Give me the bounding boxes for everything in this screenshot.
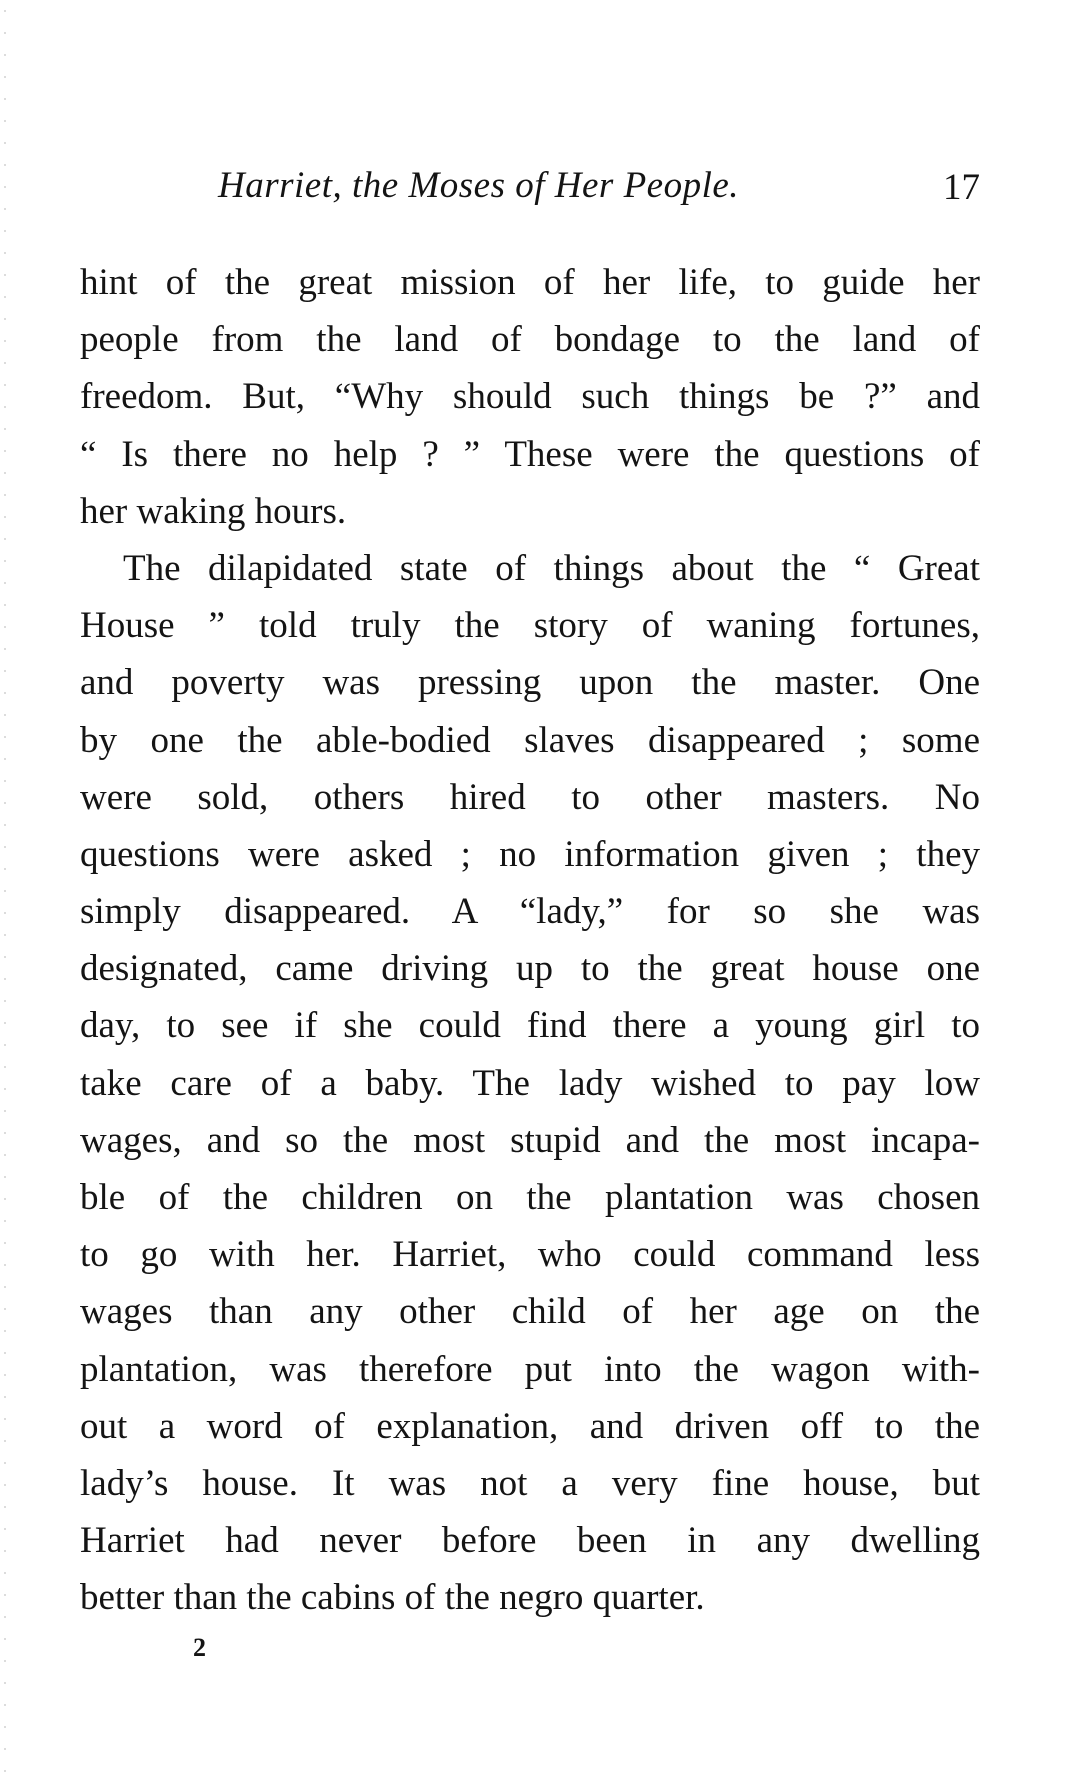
text-line: Harriet had never before been in any dwelling: [80, 1520, 980, 1562]
text-line: to go with her. Harriet, who could command less: [80, 1234, 980, 1276]
text-line: wages, and so the most stupid and the most incapa-: [80, 1119, 980, 1161]
signature-mark: 2: [193, 1633, 206, 1662]
text-line: day, to see if she could find there a young girl to: [80, 1005, 980, 1047]
text-line: out a word of explanation, and driven off to the: [80, 1405, 980, 1447]
text-line: House ” told truly the story of waning fortunes,: [80, 605, 980, 647]
text-line: and poverty was pressing upon the master. One: [80, 662, 980, 704]
text-line: questions were asked ; no information given ; they: [80, 833, 980, 875]
text-line: were sold, others hired to other masters. No: [80, 776, 980, 818]
text-line: designated, came driving up to the great house one: [80, 948, 980, 990]
text-line: her waking hours.: [80, 490, 347, 532]
running-title: Harriet, the Moses of Her People.: [218, 165, 740, 206]
text-line: lady’s house. It was not a very fine house, but: [80, 1462, 980, 1504]
text-line: simply disappeared. A “lady,” for so she was: [80, 891, 980, 933]
text-line: freedom. But, “Why should such things be ?” and: [80, 376, 980, 418]
text-line: take care of a baby. The lady wished to pay low: [80, 1062, 980, 1104]
text-line: wages than any other child of her age on the: [80, 1291, 980, 1333]
paragraph-first-line: The dilapidated state of things about the “ Great: [123, 547, 980, 589]
text-line: by one the able-bodied slaves disappeared ; some: [80, 719, 980, 761]
text-line: people from the land of bondage to the land of: [80, 319, 980, 361]
body-text: [80, 254, 980, 1627]
text-line: ble of the children on the plantation was chosen: [80, 1177, 980, 1218]
binding-edge: [2, 0, 8, 1776]
text-line: better than the cabins of the negro quarter.: [80, 1577, 705, 1619]
page-number: 17: [943, 167, 980, 208]
text-line: plantation, was therefore put into the wagon with-: [80, 1348, 980, 1390]
text-line: “ Is there no help ? ” These were the questions of: [80, 433, 980, 475]
running-head: [80, 164, 980, 224]
text-line: hint of the great mission of her life, to guide her: [80, 262, 980, 303]
